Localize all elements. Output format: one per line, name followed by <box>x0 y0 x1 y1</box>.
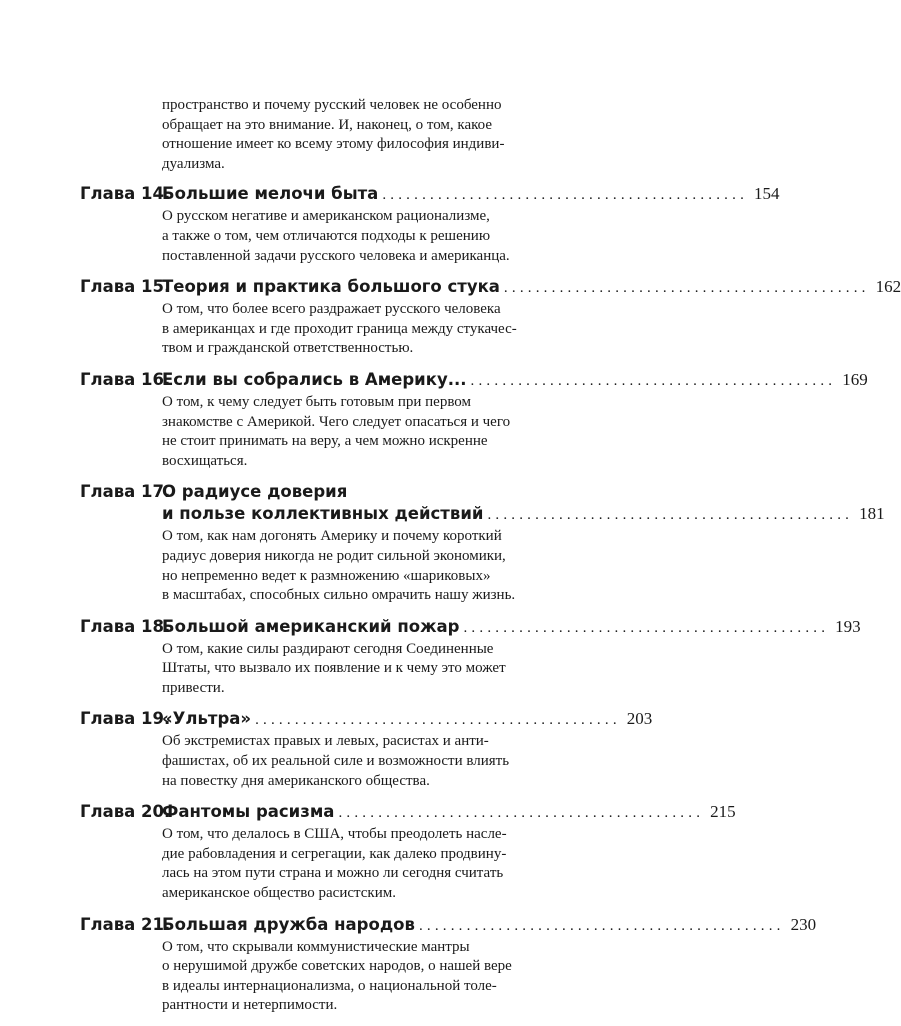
description-line: в масштабах, способных сильно омрачить нашу жизнь. <box>162 587 516 604</box>
chapter-title: и пользе коллективных действий <box>162 504 484 524</box>
chapter-description <box>162 732 589 791</box>
table-of-contents <box>80 96 901 1026</box>
intro-line: обращает на это внимание. И, наконец, о том, какое <box>162 116 492 133</box>
toc-entry-chapter-21 <box>80 914 817 1016</box>
chapter-description <box>162 938 589 1016</box>
description-line: Штаты, что вызвало их появление и к чему это может <box>162 660 506 677</box>
chapter-description <box>162 825 589 903</box>
toc-entry-chapter-16 <box>80 369 868 471</box>
chapter-label: Глава 18. <box>80 616 171 636</box>
page-number: 215 <box>710 802 736 822</box>
toc-entry-chapter-17 <box>80 481 885 605</box>
description-line: о нерушимой дружбе советских народов, о нашей вере <box>162 958 512 975</box>
intro-line: пространство и почему русский человек не особенно <box>162 97 502 113</box>
description-line: в американцах и где проходит граница между стукачес- <box>162 320 517 337</box>
description-line: а также о том, чем отличаются подходы к решению <box>162 227 491 244</box>
description-line: радиус доверия никогда не родит сильной экономики, <box>162 547 506 564</box>
dot-leader: .............................................. <box>470 372 837 389</box>
dot-leader: .............................................. <box>255 712 621 729</box>
page-number: 154 <box>754 184 780 204</box>
description-line: рантности и нетерпимости. <box>162 997 338 1014</box>
description-line: О том, что делалось в США, чтобы преодолеть насле- <box>162 826 507 843</box>
intro-line: дуализма. <box>162 155 225 172</box>
description-line: привести. <box>162 679 225 696</box>
description-line: О русском негативе и американском рационализме, <box>162 208 490 225</box>
description-line: твом и гражданской ответственностью. <box>162 340 414 357</box>
chapter-label: Глава 16. <box>80 369 171 389</box>
chapter-title: Фантомы расизма <box>162 802 335 822</box>
page-number: 162 <box>875 277 901 297</box>
chapter-description <box>162 300 589 359</box>
description-line: восхищаться. <box>162 452 248 469</box>
intro-paragraph <box>162 96 589 174</box>
description-line: американское общество расистским. <box>162 885 396 902</box>
dot-leader: .............................................. <box>338 805 705 822</box>
description-line: на повестку дня американского общества. <box>162 772 430 789</box>
toc-entry-chapter-15 <box>80 276 901 359</box>
toc-entry-chapter-14 <box>80 183 780 266</box>
chapter-label: Глава 14. <box>80 184 171 204</box>
description-line: но непременно ведет к размножению «шариковых» <box>162 567 491 584</box>
description-line: Об экстремистах правых и левых, расистах и анти- <box>162 733 489 750</box>
chapter-title: Большая дружба народов <box>162 914 415 934</box>
description-line: знакомстве с Америкой. Чего следует опасаться и чего <box>162 413 511 430</box>
page-number: 230 <box>790 914 817 934</box>
dot-leader: .............................................. <box>503 280 870 297</box>
description-line: поставленной задачи русского человека и американца. <box>162 247 510 264</box>
description-line: О том, что скрывали коммунистические мантры <box>162 938 470 955</box>
chapter-label: Глава 20. <box>80 802 171 822</box>
page-number: 169 <box>842 369 868 389</box>
description-line: О том, какие силы раздирают сегодня Соединенные <box>162 640 494 657</box>
chapter-title: Если вы собрались в Америку... <box>162 369 467 389</box>
chapter-label: Глава 21. <box>80 914 171 934</box>
dot-leader: .............................................. <box>382 187 749 204</box>
intro-line: отношение имеет ко всему этому философия индиви- <box>162 136 505 153</box>
page-number: 193 <box>835 616 861 636</box>
description-line: лась на этом пути страна и можно ли сегодня считать <box>162 865 504 882</box>
description-line: О том, как нам догонять Америку и почему короткий <box>162 528 502 545</box>
dot-leader: .............................................. <box>418 917 785 934</box>
description-line: дие рабовладения и сегрегации, как далеко продвину- <box>162 845 507 862</box>
description-line: не стоит принимать на веру, а чем можно искренне <box>162 433 488 450</box>
dot-leader: .............................................. <box>463 619 830 636</box>
chapter-description <box>162 393 589 471</box>
toc-entry-chapter-19 <box>80 708 653 791</box>
dot-leader: .............................................. <box>487 507 854 524</box>
page-number: 181 <box>859 504 885 524</box>
chapter-label: Глава 15. <box>80 277 171 297</box>
chapter-description <box>162 640 589 699</box>
toc-entry-chapter-20 <box>80 801 736 903</box>
description-line: О том, к чему следует быть готовым при первом <box>162 393 472 410</box>
chapter-title: Большой американский пожар <box>162 616 460 636</box>
description-line: О том, что более всего раздражает русского человека <box>162 301 501 318</box>
chapter-description <box>162 207 589 266</box>
chapter-title: Большие мелочи быта <box>162 184 379 204</box>
description-line: в идеалы интернационализма, о национальной толе- <box>162 977 497 994</box>
chapter-title-first-line: О радиусе доверия <box>162 482 348 502</box>
chapter-description <box>162 527 589 605</box>
chapter-title: «Ультра» <box>162 709 252 729</box>
chapter-title: Теория и практика большого стука <box>162 277 500 297</box>
page-number: 203 <box>626 709 653 729</box>
description-line: фашистах, об их реальной силе и возможности влиять <box>162 753 510 770</box>
chapter-label: Глава 17. <box>80 482 171 502</box>
chapter-label: Глава 19. <box>80 709 171 729</box>
toc-entry-chapter-18 <box>80 616 861 699</box>
